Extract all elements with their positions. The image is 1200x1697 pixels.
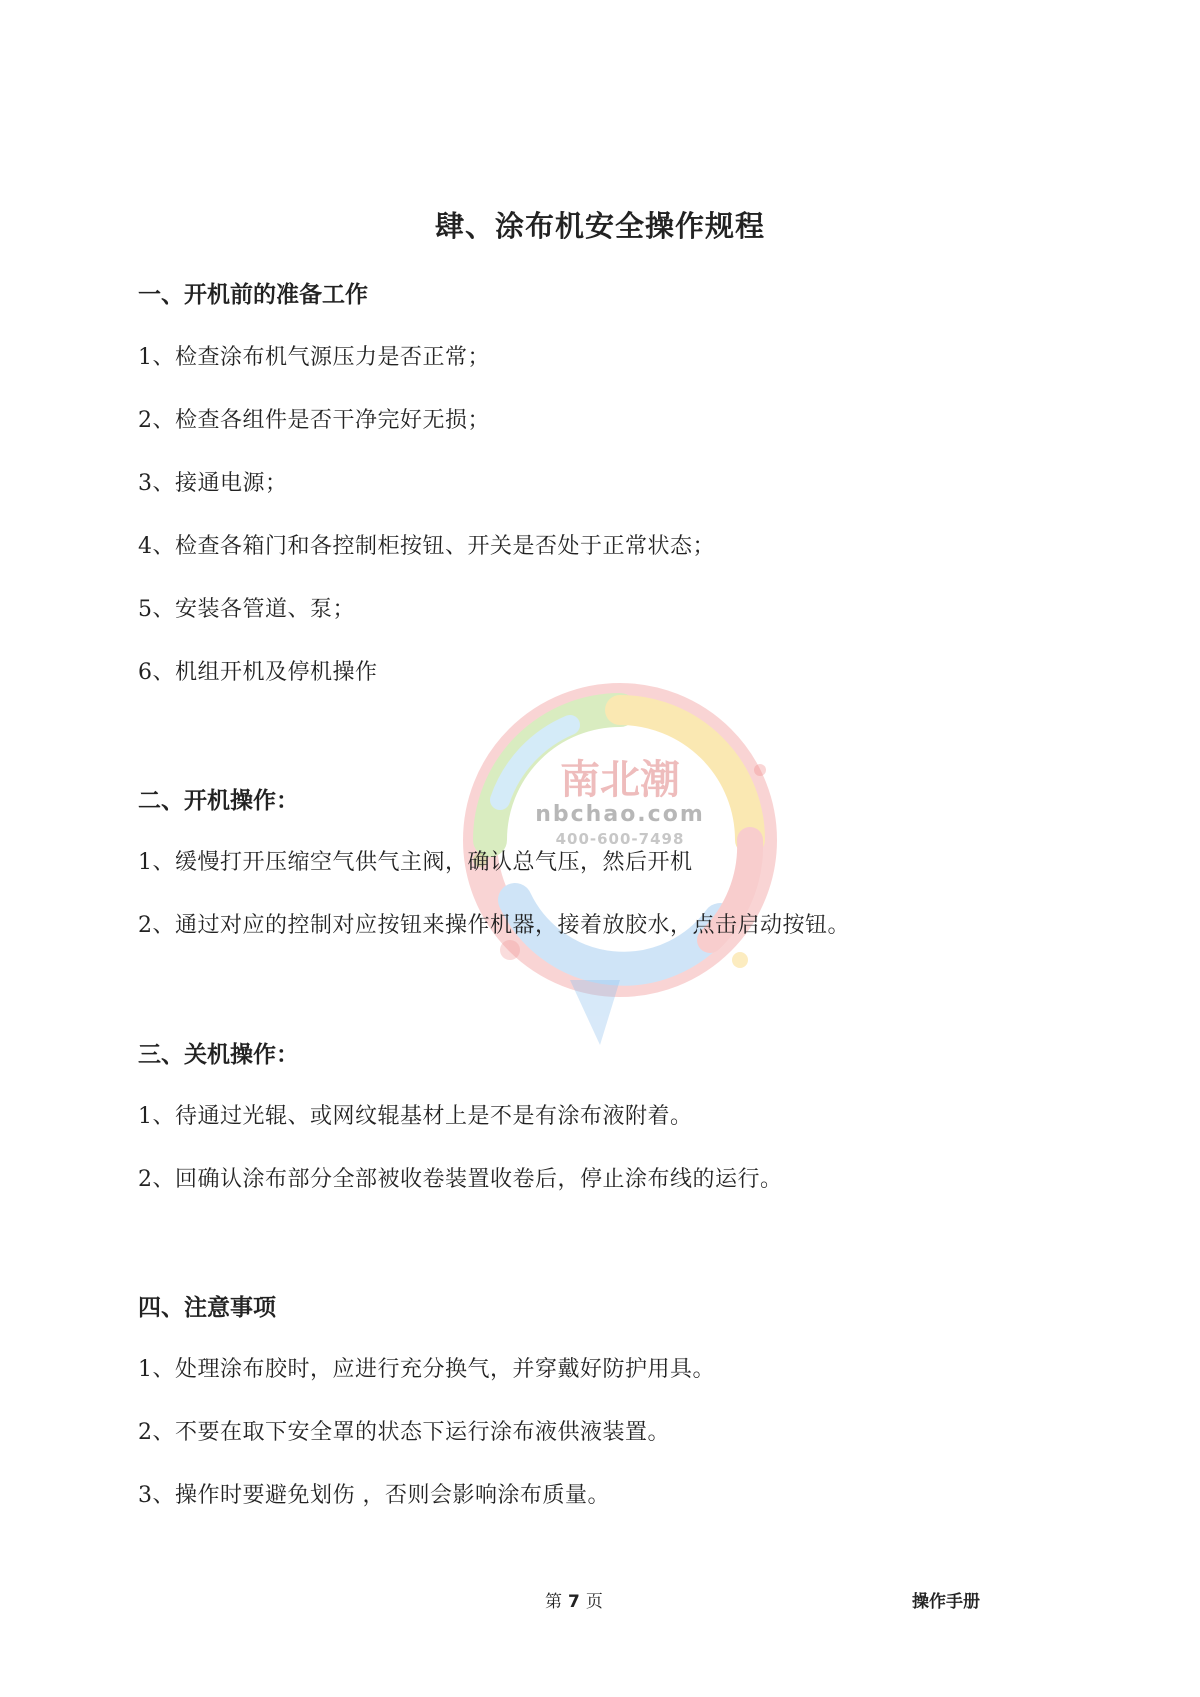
section-heading-shutdown: 三、关机操作： [138, 1042, 299, 1068]
section-heading-precautions: 四、注意事项 [138, 1295, 276, 1321]
page-number [545, 1587, 603, 1612]
list-item: 3、操作时要避免划伤 ，否则会影响涂布质量。 [138, 1483, 610, 1508]
watermark-brand: 南北潮 [560, 757, 680, 803]
list-item: 2、检查各组件是否干净完好无损； [138, 408, 490, 433]
list-item: 3、接通电源； [138, 471, 288, 496]
manual-label: 操作手册 [912, 1592, 980, 1612]
page-number-value: 7 [568, 1592, 580, 1612]
watermark-phone: 400-600-7498 [555, 830, 685, 848]
section-heading-preparation: 一、开机前的准备工作 [138, 282, 368, 308]
list-item: 6、机组开机及停机操作 [138, 660, 378, 685]
page-suffix: 页 [585, 1592, 603, 1612]
list-item: 1、检查涂布机气源压力是否正常； [138, 345, 490, 370]
list-item: 4、检查各箱门和各控制柜按钮、开关是否处于正常状态； [138, 534, 715, 559]
section-heading-startup: 二、开机操作： [138, 788, 299, 814]
list-item: 2、不要在取下安全罩的状态下运行涂布液供液装置。 [138, 1420, 670, 1445]
watermark-site: nbchao.com [535, 802, 705, 827]
list-item: 5、安装各管道、泵； [138, 597, 355, 622]
page-title: 肆、涂布机安全操作规程 [434, 209, 765, 243]
list-item: 1、缓慢打开压缩空气供气主阀，确认总气压，然后开机 [138, 850, 693, 875]
page-prefix: 第 [545, 1592, 562, 1612]
list-item: 1、处理涂布胶时，应进行充分换气，并穿戴好防护用具。 [138, 1357, 715, 1382]
list-item: 2、回确认涂布部分全部被收卷装置收卷后，停止涂布线的运行。 [138, 1167, 783, 1192]
list-item: 2、通过对应的控制对应按钮来操作机器，接着放胶水，点击启动按钮。 [138, 913, 850, 938]
list-item: 1、待通过光辊、或网纹辊基材上是不是有涂布液附着。 [138, 1104, 693, 1129]
